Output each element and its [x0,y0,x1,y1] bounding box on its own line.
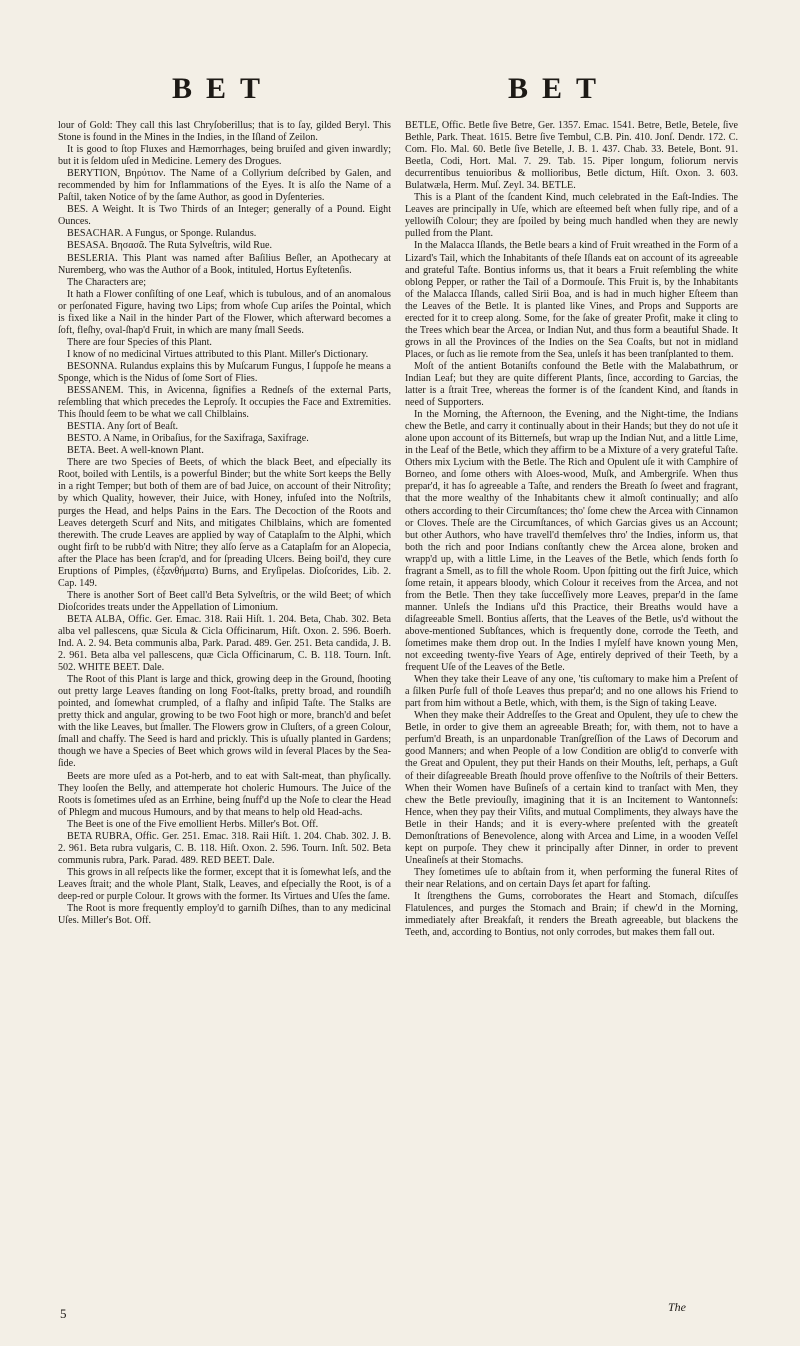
catchword: The [668,1300,686,1314]
paragraph: Moſt of the antient Botaniſts confound the Betle with the Malabathrum, or Indian Leaf; but they are quite different Plants, ſince, according to Garcias, the latter is a ſtrait Tree, whereas the former is of the ſcandent Kind, and ſtands in need of Supporters. [405,360,738,409]
paragraph: BETLE, Offic. Betle ſive Betre, Ger. 1357. Emac. 1541. Betre, Betle, Betele, ſive Bethle, Park. Theat. 1615. Betre ſive Tembul, C.B. Pin. 410. Jonſ. Dendr. 172. C. Com. Flo. Mal. 60. Betle ſive Betelle, J. B. 1. 437. Chab. 33. Betele, Bont. 91. Beetla, Codi, Hort. Mal. 7. 29. Tab. 15. Piper longum, foliorum nervis decurrentibus tenuioribus & mollioribus, Betle dictum, Hiſt. Oxon. 3. 603. Bulatwæla, Herm. Muſ. Zeyl. 34. BETLE. [405,120,738,192]
paragraph: BERYTION, Βηρύτιον. The Name of a Collyrium deſcribed by Galen, and recommended by him for Inflammations of the Eyes. It is alſo the Name of a Paſtil, taken Notice of by the ſame Author, as good in Dyſenteries. [58,168,391,204]
paragraph: It hath a Flower conſiſting of one Leaf, which is tubulous, and of an anomalous or perſonated Figure, having two Lips; from whoſe Cup ariſes the Pointal, which is fixed like a Nail in the hinder Part of the Flower, which afterward becomes a ſoft, fleſhy, oval-ſhap'd Fruit, in which are many ſmall Seeds. [58,288,391,336]
running-header-left: BET [172,72,275,105]
left-column [58,120,391,927]
paragraph: BESONNA. Rulandus explains this by Muſcarum Fungus, I ſuppoſe he means a Sponge, which is the Nidus of ſome Sort of Flies. [58,360,391,384]
paragraph: The Root is more frequently employ'd to garniſh Diſhes, than to any medicinal Uſes. Miller's Bot. Off. [58,903,391,927]
paragraph: I know of no medicinal Virtues attributed to this Plant. Miller's Dictionary. [67,348,369,360]
paragraph: There are four Species of this Plant. [67,336,212,348]
paragraph: The Root of this Plant is large and thick, growing deep in the Ground, ſhooting out pretty large Leaves ſtanding on long Foot-ſtalks, pretty broad, and roundiſh pointed, and ſomewhat crumpled, of a flaſhy and inſipid Taſte. The Stalks are pretty thick and angular, growing to be two Foot high or more, branch'd and beſet with the like Leaves, but ſmaller. The Flowers grow in Cluſters, of a green Colour, ſmall and chaffy. The Seed is hard and prickly. This is uſually planted in Gardens; though we have a Species of Beet which grows wild in ſeveral Places by the Sea-ſide. [58,674,391,770]
paragraph: BESLERIA. This Plant was named after Baſilius Beſler, an Apothecary at Nuremberg, who was the Author of a Book, intituled, Hortus Eyſtetenſis. [58,252,391,276]
right-column [405,120,738,939]
paragraph: It ſtrengthens the Gums, corroborates the Heart and Stomach, diſcuſſes Flatulences, and purges the Stomach and Brain; if chew'd in the Morning, immediately after Breakfaſt, it renders the Breath agreeable, but blackens the Teeth, and, according to Bontius, not only corrodes, but makes them fall out. [405,891,738,939]
paragraph: Beets are more uſed as a Pot-herb, and to eat with Salt-meat, than phyſically. They looſen the Belly, and attemperate hot choleric Humours. The Juice of the Roots is ſometimes uſed as an Errhine, being ſnuff'd up the Noſe to clear the Head of Phlegm and mucous Humours, and by that means to help old Head-achs. [58,770,391,818]
paragraph: It is good to ſtop Fluxes and Hæmorrhages, being bruiſed and given inwardly; but it is ſeldom uſed in Medicine. Lemery des Drogues. [58,144,391,168]
paragraph: lour of Gold: They call this last Chryſoberillus; that is to ſay, gilded Beryl. This Stone is found in the Mines in the Indies, in the Iſland of Zeilon. [58,120,391,144]
paragraph: They ſometimes uſe to abſtain from it, when performing the funeral Rites of their near Relations, and on certain Days ſet apart for faſting. [405,866,738,890]
paragraph: This grows in all reſpects like the former, except that it is ſomewhat leſs, and the Leaves ſtrait; and the whole Plant, Stalk, Leaves, and eſpecially the Root, is of a deep-red or purple Colour. It grows with the former. Its Virtues and Uſes the ſame. [58,866,391,902]
paragraph: BESACHAR. A Fungus, or Sponge. Rulandus. [67,228,257,240]
paragraph: In the Morning, the Afternoon, the Evening, and the Night-time, the Indians chew the Betle, and carry it continually about in their Hands; but they do not uſe it alone upon account of its Bitterneſs, but wrap up the Indian Nut, and a little Lime, in the Leaf of the Betle, which they affirm to be a Mixture of a very grateful Taſte. Others mix Lycium with the Betle. The Rich and Opulent uſe it with Camphire of Borneo, and ſome others with Aloes-wood, Muſk, and Ambergriſe. When thus prepar'd, it has ſo agreeable a Taſte, and renders the Breath ſo ſweet and fragrant, that the more wealthy of the Inhabitants chew it almoſt continually; and alſo others according to their Circumſtances; tho' ſome chew the Arcea with Cinnamon or Cloves. Theſe are the Circumſtances, of which Garcias gives us an Account; but other Authors, who have travell'd themſelves thro' the Indies, inform us, that both the rich and poor Indians conſtantly chew the Arcea alone, broken and wrapp'd up, with a little Lime, in the Leaves of the Betle, which ſends forth ſo fragrant a Smell, as to fill the whole Room. Upon ſpitting out the firſt Juice, which ſome retain, it appears bloody, which Colour it receives from the Arcea, and not from the Betle. Then they take ſucceſſively more Leaves, prepar'd in the ſame manner. Unleſs the Indians uſ'd this Practice, their Breaths would have a diſagreeable Smell. Bontius aſſerts, that the Leaves of the Betle, us'd without the above-mentioned Subſtances, which is frequently done, corrode the Teeth, and ſometimes make them drop out. In the Indies I myſelf have known young Men, not exceeding twenty-five Years of Age, entirely deprived of their Teeth, by a frequent Uſe of the Leaves of the Betle. [405,409,738,674]
paragraph: BESTIA. Any ſort of Beaſt. [67,421,179,433]
paragraph: BETA. Beet. A well-known Plant. [67,445,204,457]
paragraph: BETA RUBRA, Offic. Ger. 251. Emac. 318. Raii Hiſt. 1. 204. Chab. 302. J. B. 2. 961. Beta rubra vulgaris, C. B. 118. Hiſt. Oxon. 2. 596. Tourn. Inſt. 502. Beta communis rubra, Park. Parad. 489. RED BEET. Dale. [58,830,391,866]
paragraph: In the Malacca Iſlands, the Betle bears a kind of Fruit wreathed in the Form of a Lizard's Tail, which the Inhabitants of theſe Iſlands eat on account of its agreeable and grateful Taſte. Bontius informs us, that it bears a Fruit reſembling the white oblong Pepper, or rather the Tail of a Dormouſe. This Fruit is, by the Inhabitants of the Malacca Iſlands, called Sirii Boa, and is had in much higher Eſteem than the Leaves of the Betle. It is planted like Vines, and Props and Supports are erected for it to creep along. Some, for the ſake of greater Profit, make it cling to the Trees which bear the Arcea, or Indian Nut, and thus form a beautiful Shade. It grows in all the Provinces of the Indies on the Sea Coaſts, but not in midland Places, or ſuch as lie remote from the Sea, unleſs it has been tranſplanted to them. [405,240,738,360]
paragraph: There are two Species of Beets, of which the black Beet, and eſpecially its Root, boiled with Lentils, is a powerful Binder; but the white Sort keeps the Belly in a right Temper; but both of them are of bad Juice, on account of their Nitroſity; by which Quality, however, their Juice, with Honey, infuſed into the Noſtrils, purges the Head, and helps Pains in the Ears. The Decoction of the Roots and Leaves detergeth Scurf and Nits, and mitigates Chilblains, which are fomented therewith. The crude Leaves are applied by way of Cataplaſm to the Alphi, which ought firſt to be rubb'd with Nitre; they alſo ſerve as a Cataplaſm for an Alopecia, after the Place has been ſcrap'd, and for ſpreading Ulcers. Being boil'd, they cure Eruptions of Pimples, (ἐξανθήματα) Burns, and Eryſipelas. Dioſcorides, Lib. 2. Cap. 149. [58,457,391,589]
signature-mark: 5 [60,1306,67,1321]
paragraph: When they make their Addreſſes to the Great and Opulent, they uſe to chew the Betle, in order to give them an agreeable Breath; for, with them, not to have a perfum'd Breath, is an unpardonable Tranſgreſſion of the Laws of Decorum and good Manners; and when People of a low Condition are oblig'd to converſe with the Great and Opulent, they put their Hands on their Mouths, leſt, perhaps, a Guſt of their diſagreeable Breath ſhould prove offenſive to the Noſtrils of their Betters. When their Women have Buſineſs of a certain kind to tranſact with Men, they chew the Betle previouſly, imagining that it is an Incitement to Wantonneſs: Hence, when they pay their Viſits, and mutual Compliments, they always have the Betle in their Hands; and it is every-where preſented with the greateſt Demonſtrations of Benevolence, along with Arcea and Lime, in a wooden Veſſel kept on purpoſe. They chew it principally after Dinner, in order to prevent Uneaſineſs at their Stomachs. [405,710,738,866]
paragraph: BES. A Weight. It is Two Thirds of an Integer; generally of a Pound. Eight Ounces. [58,204,391,228]
paragraph: The Beet is one of the Five emollient Herbs. Miller's Bot. Off. [67,818,319,830]
paragraph: BESSANEM. This, in Avicenna, ſignifies a Redneſs of the external Parts, reſembling that which precedes the Leproſy. It occupies the Face and Extremities. This ſhould ſeem to be what we call Chilblains. [58,385,391,421]
paragraph: BESASA. Βησασᾶ. The Ruta Sylveſtris, wild Rue. [67,240,273,252]
paragraph: This is a Plant of the ſcandent Kind, much celebrated in the Eaſt-Indies. The Leaves are principally in Uſe, which are eſteemed beſt when fully ripe, and of a yellowiſh Colour; they are ſpoiled by being much handled when they are newly pulled from the Plant. [405,192,738,240]
paragraph: There is another Sort of Beet call'd Beta Sylveſtris, or the wild Beet; of which Dioſcorides treats under the Appellation of Limonium. [58,589,391,613]
paragraph: BESTO. A Name, in Oribaſius, for the Saxifraga, Saxifrage. [67,433,309,445]
paragraph: When they take their Leave of any one, 'tis cuſtomary to make him a Preſent of a ſilken Purſe full of thoſe Leaves thus prepar'd; and no one allows his Friend to part from him without a Betle, which, with them, is the Sign of taking Leave. [405,674,738,710]
paragraph: BETA ALBA, Offic. Ger. Emac. 318. Raii Hiſt. 1. 204. Beta, Chab. 302. Beta alba vel pallescens, quæ Sicula & Cicla Officinarum, Hiſt. Oxon. 2. 596. Boerh. Ind. A. 2. 94. Beta communis alba, Park. Parad. 489. Ger. 251. Beta candida, J. B. 2. 961. Beta alba vel pallescens, quæ Cicla Officinarum, C. B. 118. Tourn. Inſt. 502. WHITE BEET. Dale. [58,613,391,674]
paragraph: The Characters are; [67,276,147,288]
running-header-right: BET [508,72,611,105]
